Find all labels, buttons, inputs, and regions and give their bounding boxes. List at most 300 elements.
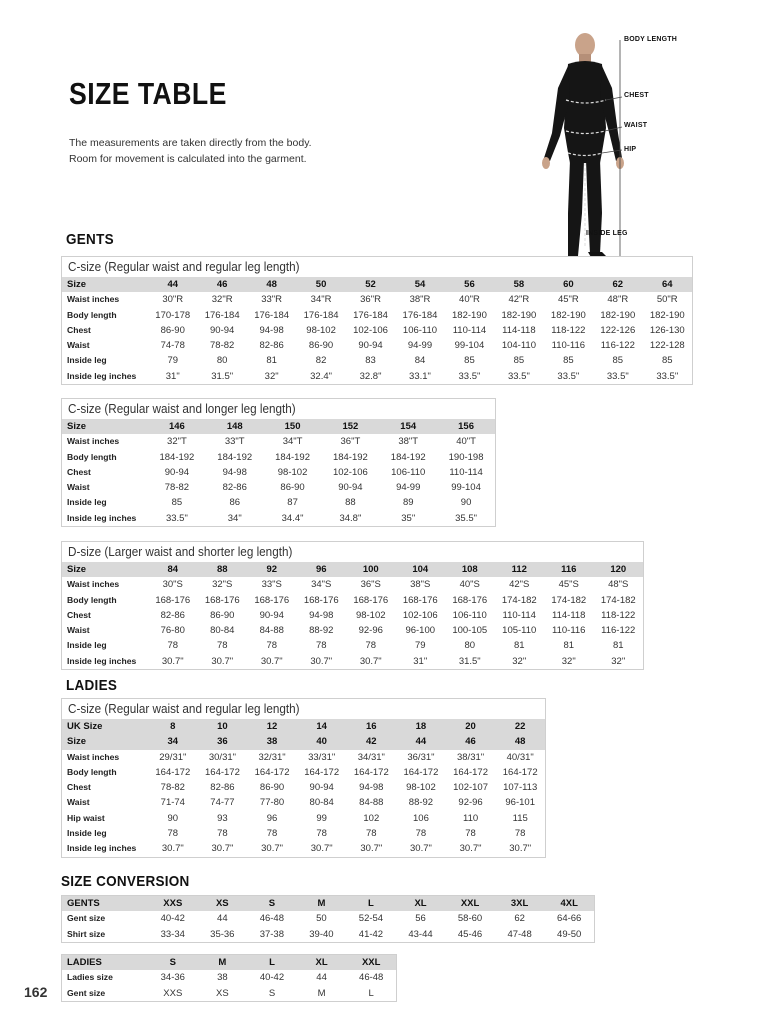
table-cell: 122-128 <box>649 340 685 352</box>
size-header-cell: 48 <box>247 277 296 292</box>
table-cell: 164-172 <box>453 766 488 778</box>
table-cell: 93 <box>217 812 228 824</box>
table-cell: 30.7" <box>310 843 333 855</box>
table-cell: 44 <box>316 972 327 984</box>
table-cell: 82 <box>315 355 327 367</box>
row-label: Waist <box>67 340 90 351</box>
table-caption-text: C-size (Regular waist and regular leg length) <box>68 701 300 716</box>
table-cell: 118-122 <box>601 609 636 621</box>
table-cell: 34-36 <box>160 972 185 984</box>
table-cell: 110-114 <box>452 324 487 336</box>
table-cell: 90-94 <box>210 324 235 336</box>
table-cell: XXS <box>163 987 183 999</box>
row-label: Body length <box>67 309 117 320</box>
table-header-row <box>62 719 545 734</box>
table-cell: 82-86 <box>210 782 235 794</box>
label-inside-leg: INSIDE LEG <box>586 230 628 237</box>
row-label: Shirt size <box>67 928 106 939</box>
table-cell: 86-90 <box>259 782 285 794</box>
size-header-cell: 46 <box>197 277 246 292</box>
table-cell: 90-94 <box>164 466 190 478</box>
table-cell: 78 <box>315 640 327 652</box>
table-cell: 37-38 <box>259 928 285 940</box>
table-cell: 30.7" <box>161 655 184 667</box>
table-cell: 104-110 <box>501 340 536 352</box>
table-cell: 77-80 <box>259 797 285 809</box>
row-label: Inside leg <box>67 355 107 366</box>
table-cell: 32/31" <box>258 751 286 763</box>
table-cell: 34.4" <box>281 512 304 524</box>
table-cell: 34"R <box>310 294 332 306</box>
table-row <box>62 608 643 623</box>
table-cell: 78 <box>514 828 526 840</box>
table-cell: 84-88 <box>359 797 384 809</box>
table-cell: 86-90 <box>210 609 235 621</box>
section-ladies: LADIES <box>66 677 118 694</box>
table-row <box>62 308 692 323</box>
table-cell: 32" <box>264 370 279 382</box>
table-cell: 33"S <box>261 579 282 591</box>
row-label: Inside leg inches <box>67 512 137 523</box>
table-cell: 102-106 <box>402 609 438 621</box>
table-cell: 84-88 <box>259 625 284 637</box>
size-header-cell: 146 <box>148 419 206 434</box>
size-header-cell: 64 <box>643 277 692 292</box>
table-row <box>62 927 594 942</box>
row-label: Ladies size <box>67 972 113 983</box>
size-header-cell: 10 <box>198 719 248 734</box>
table-cell: 33/31" <box>308 751 336 763</box>
table-cell: 40-42 <box>259 972 285 984</box>
table-cell: 88 <box>345 497 356 509</box>
table-cell: 38"R <box>409 294 431 306</box>
table-cell: 190-198 <box>448 451 484 463</box>
table-cell: 35-36 <box>210 928 235 940</box>
table-cell: 90-94 <box>259 609 284 621</box>
table-cell: 78 <box>217 828 228 840</box>
size-header-cell: 60 <box>544 277 593 292</box>
table-cell: 36"R <box>360 294 381 306</box>
table-cell: 176-184 <box>303 309 339 321</box>
size-header-cell: 152 <box>321 419 379 434</box>
table-cell: 90 <box>167 812 179 824</box>
table-cell: 33.5" <box>458 370 481 382</box>
row-label: UK Size <box>62 719 148 734</box>
table-cell: 42"S <box>509 579 530 591</box>
table-cell: 42"R <box>508 294 530 306</box>
size-table <box>62 419 495 526</box>
table-cell: 174-182 <box>600 594 636 606</box>
size-header-cell: 96 <box>297 562 347 577</box>
size-header-cell: 22 <box>495 719 545 734</box>
table-cell: 78 <box>167 640 179 652</box>
table-cell: 184-192 <box>390 451 426 463</box>
table-cell: 31.5" <box>458 655 481 667</box>
table-cell: 45"R <box>557 294 579 306</box>
table-cell: 94-99 <box>407 340 433 352</box>
table-caption <box>62 699 545 719</box>
table-cell: 78 <box>167 828 179 840</box>
row-label: Size <box>62 419 148 434</box>
row-label: Inside leg <box>67 828 107 839</box>
table-cell: 184-192 <box>332 451 368 463</box>
row-label: Inside leg inches <box>67 843 137 854</box>
table-cell: 48"S <box>608 579 629 591</box>
table-cell: 99 <box>316 812 327 824</box>
row-label: GENTS <box>62 896 148 911</box>
table-cell: 29/31" <box>159 751 187 763</box>
size-header-cell: L <box>247 955 297 970</box>
table-cell: 96 <box>266 812 278 824</box>
table-cell: 174-182 <box>551 594 587 606</box>
table-cell: 164-172 <box>304 766 340 778</box>
table-cell: L <box>368 987 374 999</box>
table-header-row <box>62 419 495 434</box>
table-cell: 32"R <box>211 294 233 306</box>
table-cell: 182-190 <box>550 309 586 321</box>
gents-c-size-regular-table <box>61 256 693 385</box>
table-cell: 168-176 <box>303 594 339 606</box>
row-label: Inside leg <box>67 640 107 651</box>
table-cell: 45"S <box>558 579 579 591</box>
table-cell: 116-122 <box>600 340 635 352</box>
table-row <box>62 338 692 353</box>
table-cell: 81 <box>266 355 277 367</box>
table-cell: 39-40 <box>309 928 334 940</box>
table-cell: 78-82 <box>164 482 190 494</box>
table-caption <box>62 399 495 419</box>
row-label: Waist <box>67 625 90 636</box>
table-cell: 30.7" <box>211 655 234 667</box>
table-caption-text: C-size (Regular waist and regular leg length) <box>68 259 300 274</box>
table-cell: 31" <box>165 370 180 382</box>
table-header-row <box>62 562 643 577</box>
table-cell: 168-176 <box>452 594 488 606</box>
size-header-cell: XXS <box>148 896 198 911</box>
size-header-cell: 50 <box>296 277 345 292</box>
table-caption-text: D-size (Larger waist and shorter leg length) <box>68 544 293 559</box>
row-label: Inside leg inches <box>67 655 137 666</box>
size-header-cell: 100 <box>346 562 396 577</box>
table-cell: 30.7" <box>260 655 283 667</box>
page-number: 162 <box>24 984 48 1000</box>
table-cell: 30.7" <box>261 843 283 855</box>
table-cell: 184-192 <box>159 451 195 463</box>
table-header-row <box>62 955 396 970</box>
row-label: Chest <box>67 609 91 620</box>
table-cell: 36/31" <box>407 751 435 763</box>
table-cell: 46-48 <box>359 972 384 984</box>
table-cell: 174-182 <box>501 594 537 606</box>
table-cell: 40"R <box>459 294 480 306</box>
table-cell: 33-34 <box>160 928 185 940</box>
table-cell: 82-86 <box>222 482 247 494</box>
label-chest: CHEST <box>624 92 649 99</box>
size-header-cell: 120 <box>594 562 644 577</box>
table-cell: 90 <box>460 497 472 509</box>
table-cell: 85 <box>661 355 673 367</box>
table-cell: 110-116 <box>552 625 586 637</box>
table-row <box>62 511 495 526</box>
table-row <box>62 780 545 795</box>
table-cell: 168-176 <box>353 594 389 606</box>
table-cell: 32"S <box>212 579 233 591</box>
table-cell: 30.7" <box>459 843 482 855</box>
row-label: Body length <box>67 594 117 605</box>
table-cell: 32.8" <box>359 370 382 382</box>
size-header-cell: 52 <box>346 277 395 292</box>
table-row <box>62 465 495 480</box>
table-row <box>62 986 396 1001</box>
table-cell: 82-86 <box>160 609 185 621</box>
size-header-cell: XXL <box>346 955 396 970</box>
size-header-cell: 88 <box>198 562 248 577</box>
table-header-row <box>62 896 594 911</box>
table-cell: 176-184 <box>353 309 388 321</box>
table-cell: 80 <box>464 640 476 652</box>
gents-d-size-table <box>61 541 644 670</box>
table-cell: 40/31" <box>506 751 534 763</box>
table-row <box>62 450 495 465</box>
table-cell: 168-176 <box>254 594 290 606</box>
size-header-cell: 3XL <box>495 896 545 911</box>
size-header-cell: 116 <box>544 562 594 577</box>
table-cell: 106 <box>413 812 429 824</box>
table-cell: 114-118 <box>502 324 536 336</box>
table-header-row <box>62 277 692 292</box>
table-row <box>62 323 692 338</box>
table-cell: 33.5" <box>557 370 580 382</box>
size-header-cell: XL <box>396 896 446 911</box>
table-cell: 105-110 <box>502 625 537 637</box>
size-header-cell: 108 <box>445 562 495 577</box>
table-cell: 47-48 <box>507 928 532 940</box>
size-header-cell: 62 <box>593 277 642 292</box>
size-table <box>62 562 643 669</box>
table-cell: XS <box>216 987 229 999</box>
table-cell: 33.5" <box>165 512 188 524</box>
table-cell: 36"S <box>360 579 381 591</box>
row-label: LADIES <box>62 955 148 970</box>
table-cell: 31" <box>413 655 428 667</box>
table-cell: 38 <box>217 972 228 984</box>
table-cell: 34.8" <box>339 512 362 524</box>
size-header-cell: 104 <box>396 562 446 577</box>
row-label: Waist inches <box>67 294 120 305</box>
table-cell: 184-192 <box>275 451 310 463</box>
size-header-cell: 8 <box>148 719 198 734</box>
table-cell: 82-86 <box>259 340 284 352</box>
table-cell: 34"S <box>311 579 332 591</box>
table-cell: 126-130 <box>649 324 685 336</box>
row-label: Hip waist <box>67 812 105 823</box>
person-silhouette-icon <box>530 28 700 278</box>
table-cell: 78-82 <box>160 782 185 794</box>
table-cell: 164-172 <box>155 766 191 778</box>
table-cell: 78 <box>365 640 377 652</box>
table-cell: 96-101 <box>505 797 535 809</box>
size-header-cell: 84 <box>148 562 198 577</box>
table-cell: 52-54 <box>358 913 384 925</box>
table-cell: 33.1" <box>409 370 431 382</box>
table-cell: 106-110 <box>391 466 426 478</box>
size-header-cell: XL <box>297 955 347 970</box>
table-cell: 81 <box>513 640 525 652</box>
table-cell: 78 <box>465 828 476 840</box>
table-cell: 164-172 <box>502 766 538 778</box>
table-cell: 168-176 <box>402 594 438 606</box>
table-cell: 64-66 <box>557 913 582 925</box>
row-label: Waist inches <box>67 579 120 590</box>
table-cell: 110-114 <box>502 609 536 621</box>
table-row <box>62 811 545 826</box>
table-cell: 30.7" <box>410 843 432 855</box>
table-cell: 164-172 <box>205 766 240 778</box>
gents-c-size-longer-table <box>61 398 496 527</box>
table-cell: 78 <box>366 828 377 840</box>
table-cell: 83 <box>365 355 376 367</box>
table-cell: 90-94 <box>338 482 363 494</box>
table-caption <box>62 542 643 562</box>
table-cell: 44 <box>217 913 228 925</box>
row-label: Waist inches <box>67 751 120 762</box>
table-cell: 114-118 <box>552 609 586 621</box>
table-row <box>62 654 643 669</box>
size-header-cell: 48 <box>495 734 545 749</box>
table-row <box>62 369 692 384</box>
table-cell: 50 <box>316 913 327 925</box>
table-cell: 35.5" <box>455 512 477 524</box>
table-cell: 182-190 <box>600 309 636 321</box>
table-cell: 102 <box>363 812 380 824</box>
row-label: Chest <box>67 782 91 793</box>
table-row <box>62 577 643 592</box>
size-header-cell: 20 <box>446 719 496 734</box>
table-cell: 85 <box>171 497 183 509</box>
gents-conversion-table <box>61 895 595 943</box>
table-cell: 81 <box>563 640 575 652</box>
size-header-cell: L <box>346 896 396 911</box>
table-cell: 36"T <box>340 436 361 448</box>
table-cell: 35" <box>401 512 416 524</box>
table-cell: 78-82 <box>210 340 235 352</box>
table-cell: 98-102 <box>277 466 308 478</box>
row-label: Inside leg <box>67 497 107 508</box>
table-cell: 94-98 <box>222 466 247 478</box>
table-cell: 106-110 <box>452 609 487 621</box>
table-cell: 41-42 <box>358 928 384 940</box>
size-table <box>62 955 396 1001</box>
table-cell: 74-78 <box>160 340 185 352</box>
table-cell: 80-84 <box>210 625 235 637</box>
table-row <box>62 593 643 608</box>
size-table <box>62 719 545 857</box>
size-header-cell: 154 <box>379 419 437 434</box>
table-cell: 32" <box>611 655 626 667</box>
table-row <box>62 841 545 856</box>
table-cell: 100-105 <box>452 625 488 637</box>
table-cell: 81 <box>612 640 624 652</box>
table-cell: 33.5" <box>507 370 530 382</box>
intro-text <box>69 135 312 167</box>
table-caption <box>62 257 692 277</box>
table-cell: 88-92 <box>408 797 434 809</box>
size-header-cell: XXL <box>445 896 495 911</box>
table-cell: 58-60 <box>457 913 483 925</box>
table-cell: 164-172 <box>403 766 439 778</box>
table-cell: 110-114 <box>449 466 483 478</box>
intro-line-1: The measurements are taken directly from the body. <box>69 137 312 149</box>
table-cell: 31.5" <box>211 370 234 382</box>
table-cell: 30.7" <box>359 655 382 667</box>
table-row <box>62 623 643 638</box>
table-cell: 98-102 <box>306 324 336 336</box>
table-cell: 30/31" <box>208 751 237 763</box>
row-label: Waist <box>67 797 90 808</box>
table-cell: 122-126 <box>600 324 636 336</box>
table-cell: 116-122 <box>601 625 636 637</box>
table-cell: 184-192 <box>217 451 253 463</box>
row-label: Size <box>62 734 148 749</box>
table-cell: 84 <box>414 355 426 367</box>
table-cell: 88-92 <box>309 625 334 637</box>
table-cell: 78 <box>316 828 327 840</box>
table-cell: 30"R <box>162 294 184 306</box>
table-cell: 118-122 <box>551 324 586 336</box>
table-row <box>62 765 545 780</box>
label-body-length: BODY LENGTH <box>624 36 678 43</box>
table-row <box>62 795 545 810</box>
table-cell: 50"R <box>656 294 678 306</box>
table-cell: 86-90 <box>160 324 185 336</box>
table-cell: 96-100 <box>405 625 436 637</box>
table-cell: 164-172 <box>254 766 290 778</box>
label-hip: HIP <box>624 146 637 153</box>
size-header-cell: 92 <box>247 562 297 577</box>
table-cell: 92-96 <box>458 797 483 809</box>
table-cell: 30.7" <box>310 655 333 667</box>
table-cell: 74-77 <box>210 797 235 809</box>
table-cell: 102-106 <box>332 466 368 478</box>
table-cell: 98-102 <box>406 782 436 794</box>
table-cell: 38"T <box>398 436 419 448</box>
size-header-cell: 56 <box>445 277 494 292</box>
size-header-cell: 14 <box>297 719 347 734</box>
table-cell: 40"S <box>459 579 480 591</box>
table-cell: 176-184 <box>254 309 290 321</box>
size-table <box>62 277 692 384</box>
table-cell: 33.5" <box>606 370 629 382</box>
size-header-cell: 54 <box>395 277 444 292</box>
row-label: Size <box>62 277 148 292</box>
table-cell: 49-50 <box>557 928 582 940</box>
table-cell: 62 <box>514 913 525 925</box>
size-header-cell: 42 <box>347 734 397 749</box>
size-header-cell: 46 <box>446 734 496 749</box>
table-cell: 32"T <box>167 436 187 448</box>
table-cell: 98-102 <box>355 609 386 621</box>
page-title: SIZE TABLE <box>69 76 227 111</box>
table-cell: 78 <box>266 828 278 840</box>
ladies-c-size-table <box>61 698 546 858</box>
intro-line-2: Room for movement is calculated into the garment. <box>69 153 307 165</box>
table-cell: 80 <box>216 355 228 367</box>
table-row <box>62 911 594 926</box>
table-cell: 78 <box>266 640 278 652</box>
row-label: Body length <box>67 451 117 462</box>
table-cell: 90-94 <box>309 782 334 794</box>
table-cell: 168-176 <box>204 594 240 606</box>
